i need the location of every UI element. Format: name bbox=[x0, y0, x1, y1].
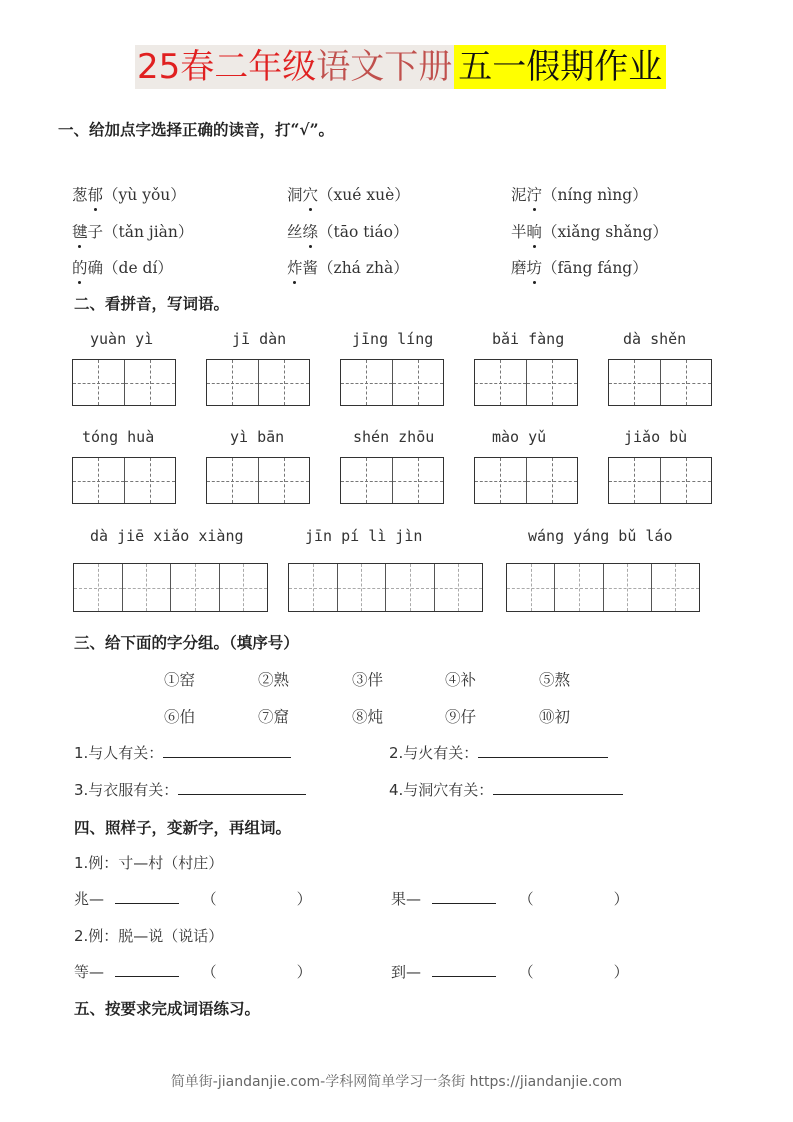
pronunciation-item: 磨坊（fāng fáng） bbox=[511, 256, 648, 278]
paren-open: （ bbox=[518, 890, 534, 908]
example-1: 1.例：寸—村（村庄） bbox=[74, 854, 224, 872]
writing-grid[interactable] bbox=[72, 359, 176, 406]
dotted-char: 穴 bbox=[303, 183, 319, 205]
writing-grid[interactable] bbox=[206, 457, 310, 504]
section5-heading: 五、按要求完成词语练习。 bbox=[74, 999, 261, 1018]
paren-close: ） bbox=[296, 963, 312, 981]
char-option: ⑧炖 bbox=[352, 708, 384, 726]
writing-grid[interactable] bbox=[474, 359, 578, 406]
group-row bbox=[74, 742, 291, 763]
title-grade-subject bbox=[135, 45, 454, 89]
pinyin-label: yì bān bbox=[230, 428, 285, 446]
paren-open: （ bbox=[201, 963, 217, 981]
pinyin-options[interactable]: （fāng fáng） bbox=[542, 259, 648, 277]
writing-grid-4[interactable] bbox=[73, 563, 268, 612]
writing-grid[interactable] bbox=[72, 457, 176, 504]
answer-blank[interactable] bbox=[178, 780, 306, 795]
new-char-blank[interactable] bbox=[115, 962, 179, 977]
section3-heading: 三、给下面的字分组。（填序号） bbox=[74, 633, 299, 652]
pinyin-label: dà jiē xiǎo xiàng bbox=[90, 527, 244, 545]
group-label: 2.与火有关： bbox=[389, 744, 479, 762]
writing-grid-4[interactable] bbox=[506, 563, 700, 612]
worksheet-title bbox=[135, 45, 666, 89]
pinyin-options[interactable]: （xiǎng shǎng） bbox=[542, 223, 668, 241]
paren-close: ） bbox=[296, 890, 312, 908]
char-option: ⑦窟 bbox=[258, 708, 290, 726]
transform-row bbox=[74, 888, 312, 909]
pronunciation-item: 丝绦（tāo tiáo） bbox=[287, 220, 409, 242]
pinyin-label: jīn pí lì jìn bbox=[305, 527, 423, 545]
char-option: ⑥伯 bbox=[164, 708, 196, 726]
paren-close: ） bbox=[613, 890, 629, 908]
dotted-char: 绦 bbox=[303, 220, 319, 242]
base-char: 到— bbox=[391, 963, 422, 981]
paren-close: ） bbox=[613, 963, 629, 981]
pronunciation-item: 葱郁（yù yǒu） bbox=[72, 183, 186, 205]
title-grade: 25春二年级 bbox=[137, 47, 317, 87]
answer-blank[interactable] bbox=[493, 780, 623, 795]
writing-grid[interactable] bbox=[608, 457, 712, 504]
answer-blank[interactable] bbox=[163, 743, 291, 758]
group-label: 4.与洞穴有关： bbox=[389, 781, 494, 799]
paren-open: （ bbox=[518, 963, 534, 981]
char-option: ④补 bbox=[445, 671, 477, 689]
title-subject: 语文下册 bbox=[316, 47, 453, 87]
pinyin-label: jiǎo bù bbox=[624, 428, 688, 446]
title-highlight: 五一假期作业 bbox=[454, 45, 666, 89]
pinyin-options[interactable]: （tāo tiáo） bbox=[318, 223, 409, 241]
group-row bbox=[389, 742, 608, 763]
new-char-blank[interactable] bbox=[432, 889, 496, 904]
writing-grid-4[interactable] bbox=[288, 563, 483, 612]
pinyin-options[interactable]: （níng nìng） bbox=[542, 186, 648, 204]
dotted-char: 坊 bbox=[527, 256, 543, 278]
pronunciation-item: 泥泞（níng nìng） bbox=[511, 183, 648, 205]
base-char: 兆— bbox=[74, 890, 105, 908]
group-label: 1.与人有关： bbox=[74, 744, 164, 762]
pinyin-options[interactable]: （de dí） bbox=[103, 259, 173, 277]
dotted-char: 毽 bbox=[72, 220, 88, 242]
base-char: 等— bbox=[74, 963, 105, 981]
pinyin-options[interactable]: （yù yǒu） bbox=[103, 186, 186, 204]
transform-row bbox=[391, 961, 629, 982]
group-label: 3.与衣服有关： bbox=[74, 781, 179, 799]
pinyin-label: jī dàn bbox=[232, 330, 287, 348]
pronunciation-item: 的确（de dí） bbox=[72, 256, 173, 278]
pinyin-label: mào yǔ bbox=[492, 428, 547, 446]
pinyin-label: bǎi fàng bbox=[492, 330, 565, 348]
transform-row bbox=[74, 961, 312, 982]
answer-blank[interactable] bbox=[478, 743, 608, 758]
pinyin-label: shén zhōu bbox=[353, 428, 435, 446]
writing-grid[interactable] bbox=[608, 359, 712, 406]
footer-watermark: 简单街-jiandanjie.com-学科网简单学习一条街 https://jiandanjie.com bbox=[170, 1074, 623, 1090]
writing-grid[interactable] bbox=[340, 457, 444, 504]
char-option: ①窑 bbox=[164, 671, 196, 689]
paren-open: （ bbox=[201, 890, 217, 908]
dotted-char: 郁 bbox=[88, 183, 104, 205]
char-option: ⑨仔 bbox=[445, 708, 477, 726]
pronunciation-item: 半晌（xiǎng shǎng） bbox=[511, 220, 668, 242]
dotted-char: 炸 bbox=[287, 256, 303, 278]
section2-heading: 二、看拼音，写词语。 bbox=[74, 294, 230, 313]
char-option: ②熟 bbox=[258, 671, 290, 689]
pinyin-label: wáng yáng bǔ láo bbox=[528, 527, 673, 545]
group-row bbox=[389, 779, 623, 800]
writing-grid[interactable] bbox=[206, 359, 310, 406]
pinyin-options[interactable]: （xué xuè） bbox=[318, 186, 410, 204]
char-option: ③伴 bbox=[352, 671, 384, 689]
pinyin-label: yuàn yì bbox=[90, 330, 154, 348]
new-char-blank[interactable] bbox=[115, 889, 179, 904]
section1-heading: 一、给加点字选择正确的读音，打“√”。 bbox=[58, 120, 335, 139]
dotted-char: 泞 bbox=[527, 183, 543, 205]
char-option: ⑤熬 bbox=[539, 671, 571, 689]
pinyin-options[interactable]: （zhá zhà） bbox=[318, 259, 409, 277]
base-char: 果— bbox=[391, 890, 422, 908]
pronunciation-item: 洞穴（xué xuè） bbox=[287, 183, 410, 205]
dotted-char: 的 bbox=[72, 256, 88, 278]
example-2: 2.例：脱—说（说话） bbox=[74, 927, 224, 945]
pronunciation-item: 炸酱（zhá zhà） bbox=[287, 256, 409, 278]
dotted-char: 晌 bbox=[527, 220, 543, 242]
char-option: ⑩初 bbox=[539, 708, 571, 726]
group-row bbox=[74, 779, 306, 800]
pinyin-label: jīng líng bbox=[352, 330, 434, 348]
pronunciation-item: 毽子（tǎn jiàn） bbox=[72, 220, 193, 242]
pinyin-label: tóng huà bbox=[82, 428, 155, 446]
pinyin-options[interactable]: （tǎn jiàn） bbox=[103, 223, 194, 241]
transform-row bbox=[391, 888, 629, 909]
new-char-blank[interactable] bbox=[432, 962, 496, 977]
writing-grid[interactable] bbox=[474, 457, 578, 504]
pinyin-label: dà shěn bbox=[623, 330, 687, 348]
writing-grid[interactable] bbox=[340, 359, 444, 406]
section4-heading: 四、照样子，变新字，再组词。 bbox=[74, 818, 292, 837]
